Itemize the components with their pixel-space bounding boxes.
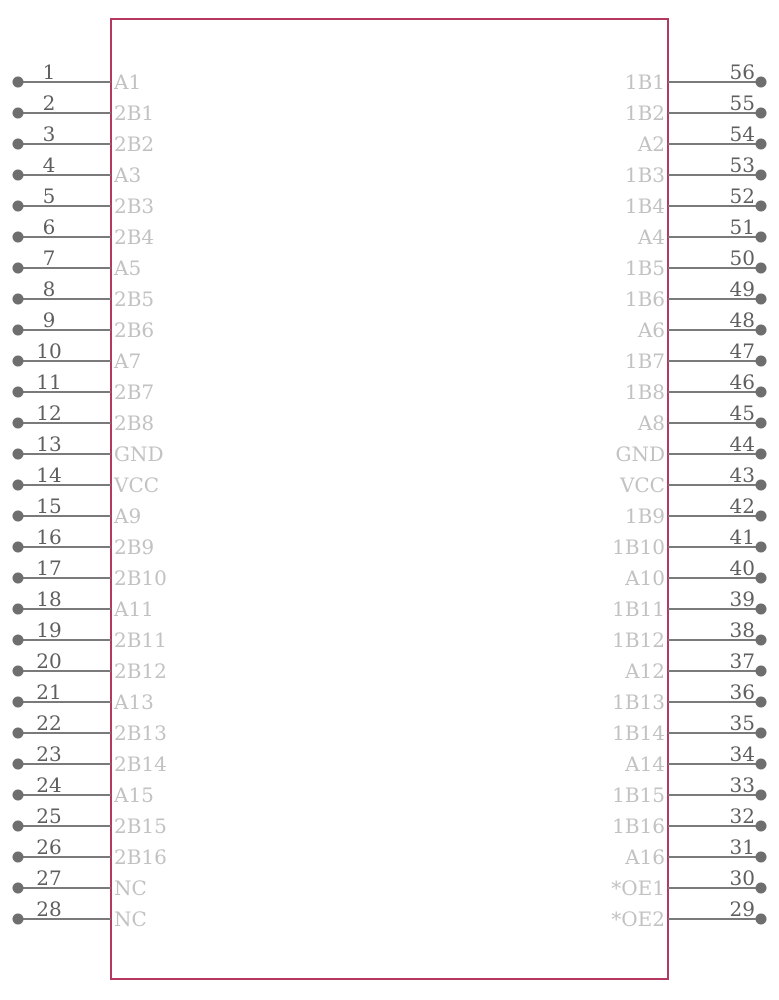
pin-number: 22 <box>36 711 62 735</box>
pin-number: 25 <box>36 804 62 828</box>
pin-55 <box>625 91 767 125</box>
pin-endpoint <box>756 511 767 522</box>
pin-endpoint <box>756 294 767 305</box>
pin-name: 2B5 <box>114 287 155 311</box>
pin-name: A11 <box>114 597 154 621</box>
pin-number: 2 <box>42 91 56 115</box>
pin-name: 2B4 <box>114 225 155 249</box>
pin-number: 9 <box>42 308 56 332</box>
pin-56 <box>625 60 767 94</box>
pin-28 <box>13 897 147 931</box>
pin-46 <box>625 370 767 404</box>
pin-name: A13 <box>114 690 154 714</box>
pin-number: 4 <box>42 153 56 177</box>
pin-53 <box>625 153 767 187</box>
pin-39 <box>612 587 766 621</box>
pin-number: 41 <box>729 525 755 549</box>
pin-endpoint <box>756 387 767 398</box>
pin-14 <box>13 463 160 497</box>
pin-number: 21 <box>36 680 62 704</box>
pin-name: VCC <box>619 473 665 497</box>
pin-9 <box>13 308 155 342</box>
pin-name: A1 <box>114 70 142 94</box>
pin-3 <box>13 122 155 156</box>
pin-18 <box>13 587 154 621</box>
pin-number: 7 <box>42 246 56 270</box>
pin-40 <box>624 556 766 590</box>
pin-number: 54 <box>729 122 755 146</box>
pin-name: GND <box>615 442 665 466</box>
pin-endpoint <box>13 77 24 88</box>
left-pin-group <box>13 60 167 931</box>
pin-number: 1 <box>42 60 56 84</box>
pin-number: 31 <box>729 835 755 859</box>
pin-number: 10 <box>36 339 62 363</box>
pin-number: 5 <box>42 184 56 208</box>
pin-name: 1B10 <box>612 535 665 559</box>
pin-endpoint <box>13 294 24 305</box>
pin-name: 1B15 <box>612 783 665 807</box>
pin-49 <box>625 277 767 311</box>
pin-number: 27 <box>36 866 62 890</box>
pin-number: 52 <box>729 184 755 208</box>
pin-number: 20 <box>36 649 62 673</box>
pin-name: 2B14 <box>114 752 167 776</box>
pin-12 <box>13 401 155 435</box>
pin-endpoint <box>756 883 767 894</box>
pin-26 <box>13 835 167 869</box>
pin-name: 2B7 <box>114 380 155 404</box>
pin-endpoint <box>756 790 767 801</box>
pin-endpoint <box>13 883 24 894</box>
pin-number: 17 <box>36 556 62 580</box>
pin-name: A7 <box>114 349 142 373</box>
pin-name: A16 <box>625 845 665 869</box>
pin-number: 34 <box>729 742 755 766</box>
pin-number: 32 <box>729 804 755 828</box>
pin-endpoint <box>756 542 767 553</box>
pin-name: 2B15 <box>114 814 167 838</box>
pin-name: 1B2 <box>624 101 665 125</box>
pin-name: 1B1 <box>624 70 665 94</box>
pin-4 <box>13 153 142 187</box>
pin-number: 44 <box>729 432 755 456</box>
pin-27 <box>13 866 147 900</box>
pin-endpoint <box>13 759 24 770</box>
pin-38 <box>612 618 766 652</box>
pin-name: 1B5 <box>624 256 665 280</box>
pin-29 <box>611 897 766 931</box>
pin-13 <box>13 432 164 466</box>
pin-33 <box>612 773 766 807</box>
pin-54 <box>637 122 767 156</box>
pin-number: 42 <box>729 494 755 518</box>
pin-name: 2B9 <box>114 535 155 559</box>
pin-name: A4 <box>637 225 665 249</box>
pin-endpoint <box>13 108 24 119</box>
pin-number: 49 <box>729 277 755 301</box>
pin-endpoint <box>756 108 767 119</box>
pin-name: 1B9 <box>624 504 665 528</box>
pin-name: 2B13 <box>114 721 167 745</box>
pin-20 <box>13 649 167 683</box>
pin-number: 48 <box>729 308 755 332</box>
right-pin-group <box>611 60 766 931</box>
pin-endpoint <box>756 418 767 429</box>
pin-endpoint <box>13 821 24 832</box>
pin-number: 8 <box>42 277 56 301</box>
pin-endpoint <box>13 697 24 708</box>
pin-endpoint <box>13 387 24 398</box>
pin-52 <box>625 184 767 218</box>
pin-number: 50 <box>729 246 755 270</box>
pin-endpoint <box>13 201 24 212</box>
pin-name: 2B8 <box>114 411 155 435</box>
pin-2 <box>13 91 155 125</box>
pin-endpoint <box>756 480 767 491</box>
pin-22 <box>13 711 167 745</box>
pin-17 <box>13 556 167 590</box>
pin-number: 30 <box>729 866 755 890</box>
pin-6 <box>13 215 155 249</box>
pin-47 <box>625 339 767 373</box>
pin-number: 26 <box>36 835 62 859</box>
ic-body-outline <box>111 19 668 979</box>
pin-name: 1B16 <box>612 814 665 838</box>
pin-5 <box>13 184 155 218</box>
pin-name: 1B8 <box>624 380 665 404</box>
pin-51 <box>637 215 767 249</box>
pin-number: 37 <box>729 649 755 673</box>
pin-24 <box>13 773 154 807</box>
pin-name: NC <box>114 876 147 900</box>
pin-number: 18 <box>36 587 62 611</box>
pin-endpoint <box>13 356 24 367</box>
pin-21 <box>13 680 154 714</box>
pin-number: 16 <box>36 525 62 549</box>
pin-endpoint <box>13 263 24 274</box>
pin-endpoint <box>756 573 767 584</box>
pin-number: 38 <box>729 618 755 642</box>
pin-endpoint <box>13 790 24 801</box>
pin-name: NC <box>114 907 147 931</box>
pin-name: 2B6 <box>114 318 155 342</box>
pin-number: 39 <box>729 587 755 611</box>
pin-11 <box>13 370 155 404</box>
pin-name: 2B3 <box>114 194 155 218</box>
pin-name: *OE1 <box>611 876 665 900</box>
pin-19 <box>13 618 167 652</box>
pin-number: 36 <box>729 680 755 704</box>
pin-endpoint <box>13 511 24 522</box>
pin-endpoint <box>756 759 767 770</box>
pin-number: 29 <box>729 897 755 921</box>
pin-name: 2B16 <box>114 845 167 869</box>
pin-42 <box>625 494 767 528</box>
pin-endpoint <box>756 697 767 708</box>
pin-36 <box>612 680 766 714</box>
pin-35 <box>612 711 766 745</box>
pin-37 <box>624 649 766 683</box>
pin-endpoint <box>13 573 24 584</box>
pin-name: 2B10 <box>114 566 167 590</box>
pin-number: 23 <box>36 742 62 766</box>
pin-endpoint <box>756 728 767 739</box>
pin-number: 15 <box>36 494 62 518</box>
pin-endpoint <box>13 449 24 460</box>
pin-endpoint <box>13 635 24 646</box>
pin-endpoint <box>13 542 24 553</box>
pin-endpoint <box>756 914 767 925</box>
pin-name: 1B3 <box>624 163 665 187</box>
pin-number: 35 <box>729 711 755 735</box>
pin-number: 51 <box>729 215 755 239</box>
pin-endpoint <box>13 914 24 925</box>
pin-number: 24 <box>36 773 62 797</box>
pin-name: 1B7 <box>624 349 665 373</box>
pin-number: 45 <box>729 401 755 425</box>
pin-endpoint <box>756 201 767 212</box>
pin-endpoint <box>756 604 767 615</box>
pin-name: 1B13 <box>612 690 665 714</box>
pin-number: 14 <box>36 463 62 487</box>
pin-endpoint <box>756 635 767 646</box>
pin-endpoint <box>13 325 24 336</box>
pin-name: 1B14 <box>612 721 665 745</box>
pin-endpoint <box>756 852 767 863</box>
pin-endpoint <box>756 263 767 274</box>
pin-8 <box>13 277 155 311</box>
pin-name: VCC <box>114 473 160 497</box>
pin-45 <box>637 401 767 435</box>
pin-name: A8 <box>637 411 665 435</box>
pin-25 <box>13 804 167 838</box>
pin-endpoint <box>13 852 24 863</box>
pin-number: 47 <box>729 339 755 363</box>
pin-name: 1B6 <box>624 287 665 311</box>
pin-endpoint <box>756 170 767 181</box>
pin-number: 3 <box>42 122 56 146</box>
pin-name: A3 <box>114 163 142 187</box>
pin-10 <box>13 339 142 373</box>
pin-number: 53 <box>729 153 755 177</box>
pin-name: A14 <box>625 752 665 776</box>
pin-endpoint <box>13 728 24 739</box>
pin-48 <box>637 308 767 342</box>
pin-number: 12 <box>36 401 62 425</box>
pin-name: 1B4 <box>624 194 665 218</box>
pin-number: 13 <box>36 432 62 456</box>
pin-endpoint <box>13 418 24 429</box>
pin-endpoint <box>756 449 767 460</box>
pin-name: 1B11 <box>612 597 665 621</box>
pin-number: 43 <box>729 463 755 487</box>
pin-name: A2 <box>637 132 665 156</box>
pin-name: A12 <box>625 659 665 683</box>
pin-endpoint <box>13 170 24 181</box>
pin-16 <box>13 525 155 559</box>
pin-50 <box>625 246 767 280</box>
pin-number: 11 <box>36 370 62 394</box>
pin-44 <box>615 432 766 466</box>
pin-endpoint <box>756 77 767 88</box>
pin-name: *OE2 <box>611 907 665 931</box>
pin-number: 19 <box>36 618 62 642</box>
pin-name: A10 <box>625 566 665 590</box>
pin-endpoint <box>756 232 767 243</box>
pin-41 <box>612 525 766 559</box>
pin-31 <box>624 835 766 869</box>
pin-30 <box>611 866 766 900</box>
pin-number: 55 <box>729 91 755 115</box>
pin-endpoint <box>13 139 24 150</box>
pin-name: A5 <box>114 256 142 280</box>
pin-name: A6 <box>637 318 665 342</box>
pin-endpoint <box>756 666 767 677</box>
pin-endpoint <box>13 666 24 677</box>
pin-name: 2B2 <box>114 132 155 156</box>
pin-23 <box>13 742 167 776</box>
pin-endpoint <box>756 139 767 150</box>
pin-number: 33 <box>729 773 755 797</box>
pin-number: 6 <box>42 215 56 239</box>
pin-endpoint <box>13 232 24 243</box>
pin-endpoint <box>13 480 24 491</box>
pin-endpoint <box>13 604 24 615</box>
pin-7 <box>13 246 142 280</box>
pin-32 <box>612 804 766 838</box>
pin-number: 40 <box>729 556 755 580</box>
pin-endpoint <box>756 821 767 832</box>
pin-name: 2B12 <box>114 659 167 683</box>
pin-name: GND <box>114 442 164 466</box>
pin-15 <box>13 494 142 528</box>
pin-endpoint <box>756 325 767 336</box>
pin-1 <box>13 60 142 94</box>
pin-number: 28 <box>36 897 62 921</box>
pin-name: A9 <box>114 504 142 528</box>
pin-endpoint <box>756 356 767 367</box>
pin-name: 2B1 <box>114 101 155 125</box>
pin-number: 46 <box>729 370 755 394</box>
pin-43 <box>619 463 767 497</box>
pin-name: 2B11 <box>114 628 167 652</box>
pin-34 <box>624 742 766 776</box>
pin-name: 1B12 <box>612 628 665 652</box>
pin-name: A15 <box>114 783 154 807</box>
pin-number: 56 <box>729 60 755 84</box>
